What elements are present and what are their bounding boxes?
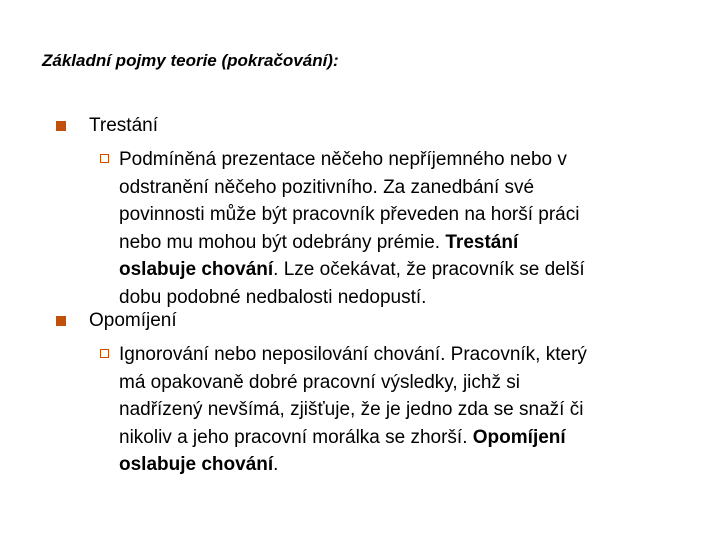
line: nikoliv a jeho pracovní morálka se zhorší. (119, 426, 468, 448)
topic-heading: Trestání (89, 115, 158, 136)
bold-term: Opomíjení (472, 426, 566, 448)
line: povinnosti může být pracovník převeden na horší práci (119, 204, 580, 225)
bold-term: oslabuje chování (119, 454, 274, 475)
hollow-square-bullet-icon (100, 154, 109, 163)
line: Ignorování nebo neposilování chování. Pracovník, který (119, 344, 587, 365)
line: má opakovaně dobré pracovní výsledky, jichž si (119, 371, 520, 393)
square-bullet-icon (56, 316, 66, 326)
bold-term: Trestání (445, 231, 519, 253)
sub-point-punishment (100, 146, 670, 311)
slide-title: Základní pojmy teorie (pokračování): (42, 51, 339, 70)
sub-point-text (119, 341, 670, 479)
line: odstranění něčeho pozitivního. Za zanedbání své (119, 176, 535, 198)
sub-point-text (119, 146, 670, 311)
line: dobu podobné nedbalosti nedopustí. (119, 286, 427, 308)
line: . Lze očekávat, že pracovník se delší (273, 259, 585, 280)
line: Podmíněná prezentace něčeho nepříjemného nebo v (119, 149, 567, 170)
line: nadřízený nevšímá, zjišťuje, že je jedno zda se snaží či (119, 399, 584, 420)
square-bullet-icon (56, 121, 66, 131)
topic-heading: Opomíjení (89, 310, 177, 331)
line: . (273, 454, 279, 475)
sub-point-ignoring (100, 341, 670, 479)
line: nebo mu mohou být odebrány prémie. (119, 231, 441, 253)
bold-term: oslabuje chování (119, 259, 274, 280)
hollow-square-bullet-icon (100, 349, 109, 358)
